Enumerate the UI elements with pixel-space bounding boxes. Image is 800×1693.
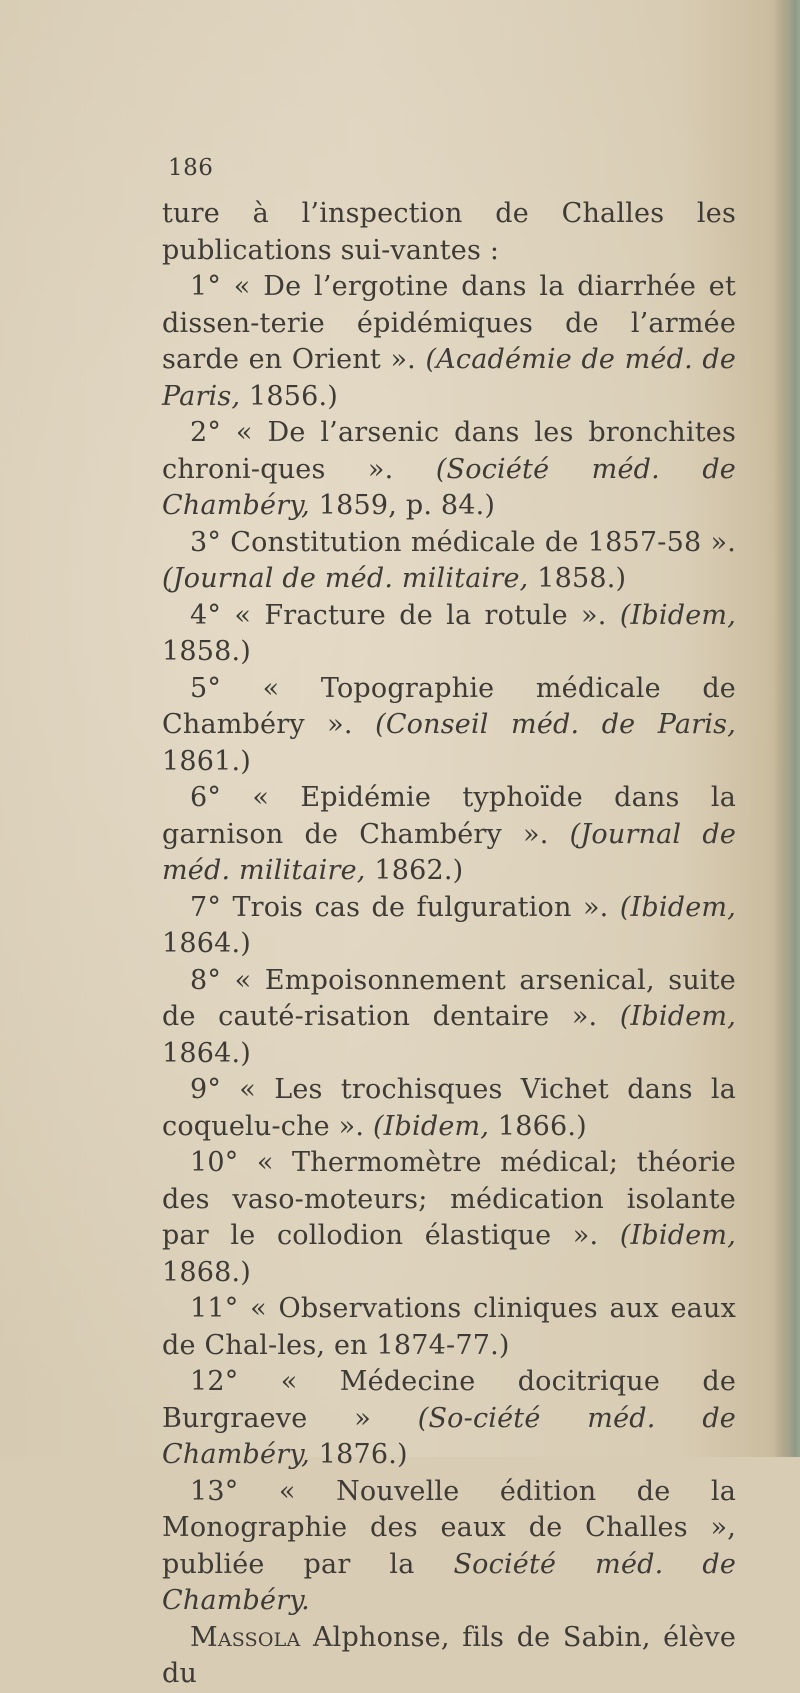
paragraph-text: 1858.)	[528, 563, 627, 594]
surname-text: Massola	[190, 1621, 301, 1653]
paragraph-text: 7° Trois cas de fulguration ».	[190, 891, 620, 923]
paragraph-text: 12° « Médecine docitrique de Burgraeve »	[162, 1366, 736, 1434]
paragraph-text: 1856.)	[240, 380, 339, 412]
list-item	[162, 890, 736, 963]
paragraph-text: 11° « Observations cliniques aux eaux de Chal-les, en 1874-77.)	[162, 1293, 736, 1361]
page-edge	[774, 0, 800, 1457]
paragraph-text: 1861.)	[162, 745, 252, 777]
list-item	[162, 269, 736, 415]
paragraph-text: Alphonse, fils de Sabin, élève du	[162, 1621, 736, 1689]
paragraph-text: 1858.)	[162, 636, 252, 667]
paragraph-text: 1864.)	[162, 1037, 252, 1069]
paragraph-text: 1859, p. 84.)	[309, 490, 496, 521]
paragraph-text: 1864.)	[162, 928, 252, 959]
paragraph-text: 1868.)	[162, 1256, 252, 1288]
list-item	[162, 671, 736, 781]
citation-text: (Ibidem,	[619, 1001, 736, 1032]
citation-text: Société méd. de Chambéry.	[162, 1548, 736, 1616]
list-item	[162, 525, 736, 598]
paragraph-text: 4° « Fracture de la rotule ».	[190, 599, 620, 631]
paragraph-text: ture à l’inspection de Challes les publications sui-vantes :	[162, 198, 736, 266]
paragraph-text: 5° « Topographie médicale de Chambéry ».	[162, 672, 736, 740]
page-number: 186	[168, 155, 214, 181]
paragraph-text: 1° « De l’ergotine dans la diarrhée et dissen-terie épidémiques de l’armée sarde en Orient ».	[162, 271, 736, 375]
list-item	[162, 1474, 736, 1620]
citation-text: (Ibidem,	[619, 891, 736, 923]
list-item	[162, 780, 736, 890]
list-item	[162, 963, 736, 1073]
paragraph-text: 10° « Thermomètre médical; théorie des vaso-moteurs; médication isolante par le collodion élastique ».	[162, 1147, 736, 1251]
paragraph-text: 6° « Epidémie typhoïde dans la garnison de Chambéry ».	[162, 782, 736, 850]
citation-text: (Journal de méd. militaire,	[162, 563, 529, 594]
paragraph-text: 13° « Nouvelle édition de la Monographie des eaux de Challes », publiée par la	[162, 1475, 736, 1580]
citation-text: (Ibidem,	[619, 1220, 736, 1251]
paragraph-text: 1866.)	[489, 1110, 587, 1142]
list-item	[162, 1620, 736, 1693]
citation-text: (Société méd. de Chambéry,	[162, 453, 736, 521]
citation-text: (Ibidem,	[619, 599, 736, 631]
body-text	[162, 196, 736, 1693]
paragraph-text: 3° Constitution médicale de 1857-58 ».	[190, 526, 736, 558]
paragraph-text: 9° « Les trochisques Vichet dans la coquelu-che ».	[162, 1074, 736, 1142]
paragraph-text: 2° « De l’arsenic dans les bronchites chroni-ques ».	[162, 417, 736, 485]
paragraph-continuation	[162, 196, 736, 269]
list-item	[162, 1364, 736, 1474]
list-item	[162, 598, 736, 671]
citation-text: (So-ciété méd. de Chambéry,	[162, 1402, 736, 1470]
citation-text: (Ibidem,	[372, 1110, 490, 1142]
citation-text: (Académie de méd. de Paris,	[162, 344, 736, 412]
citation-text: (Journal de méd. militaire,	[162, 818, 737, 886]
paragraph-text: 1862.)	[365, 855, 464, 886]
list-item	[162, 1145, 736, 1291]
paragraph-text: 8° « Empoisonnement arsenical, suite de cauté-risation dentaire ».	[162, 964, 736, 1032]
paragraph-text: 1876.)	[309, 1439, 408, 1470]
citation-text: (Conseil méd. de Paris,	[375, 709, 736, 740]
list-item	[162, 1291, 736, 1364]
list-item	[162, 1072, 736, 1145]
list-item	[162, 415, 736, 525]
